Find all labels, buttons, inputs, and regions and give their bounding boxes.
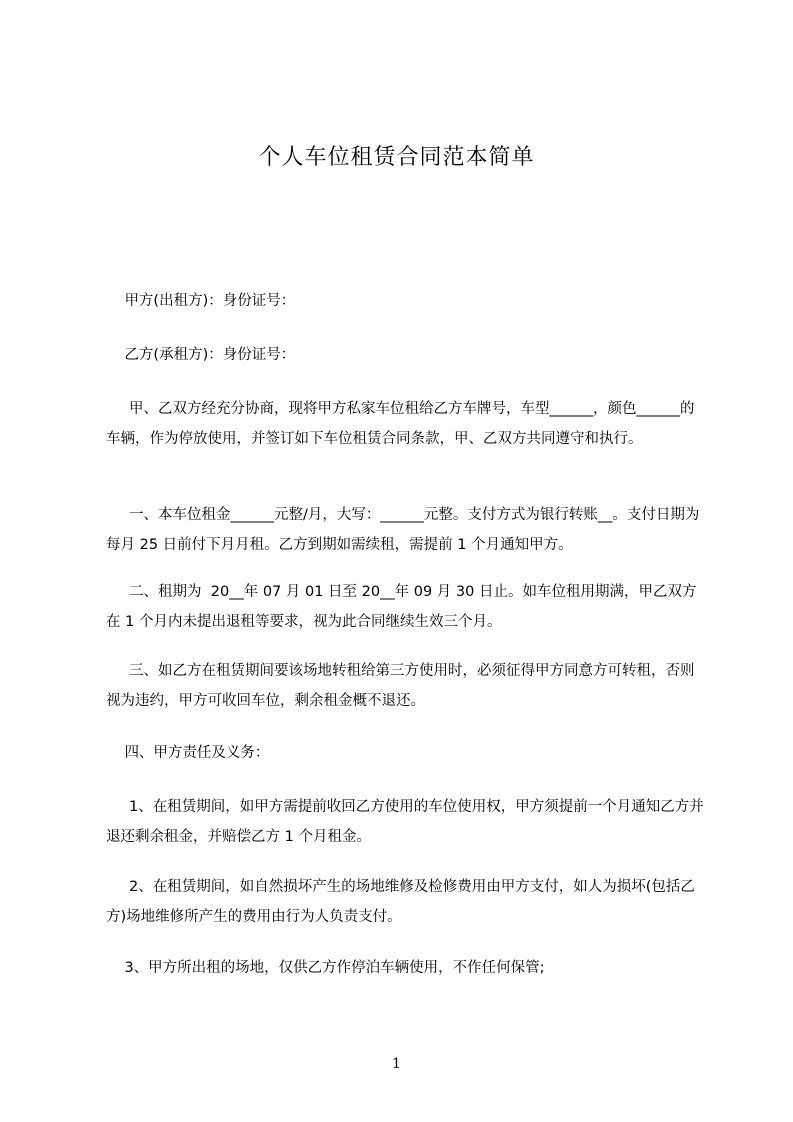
- clause-4-item-2: 2、在租赁期间，如自然损坏产生的场地维修及检修费用由甲方支付，如人为损坏(包括乙方)场地维修所产生的费用由行为人负责支付。: [106, 879, 695, 925]
- party-b-line: 乙方(承租方)：身份证号：: [106, 347, 296, 363]
- party-a-line: 甲方(出租方)：身份证号：: [106, 293, 296, 309]
- intro-paragraph: 甲、乙双方经充分协商，现将甲方私家车位租给乙方车牌号，车型______，颜色______的车辆，作为停放使用，并签订如下车位租赁合同条款，甲、乙双方共同遵守和执行。: [106, 401, 695, 447]
- page-number: 1: [392, 1056, 401, 1072]
- document-title: 个人车位租赁合同范本简单: [258, 145, 535, 170]
- clause-4-item-3: 3、甲方所出租的场地，仅供乙方作停泊车辆使用，不作任何保管;: [106, 960, 545, 976]
- clause-3-sublet: 三、如乙方在租赁期间要该场地转租给第三方使用时，必须征得甲方同意方可转租，否则视为违约，甲方可收回车位，剩余租金概不退还。: [106, 663, 695, 709]
- clause-4-heading: 四、甲方责任及义务：: [106, 745, 270, 761]
- clause-4-item-1: 1、在租赁期间，如甲方需提前收回乙方使用的车位使用权，甲方须提前一个月通知乙方并退还剩余租金，并赔偿乙方 1 个月租金。: [106, 799, 704, 845]
- clause-1-rent: 一、本车位租金______元整/月，大写：______元整。支付方式为银行转账__。支付日期为每月 25 日前付下月月租。乙方到期如需续租，需提前 1 个月通知甲方。: [106, 507, 700, 553]
- clause-2-term: 二、租期为 20__年 07 月 01 日至 20__年 09 月 30 日止。如车位租用期满，甲乙双方在 1 个月内未提出退租等要求，视为此合同继续生效三个月。: [106, 584, 697, 630]
